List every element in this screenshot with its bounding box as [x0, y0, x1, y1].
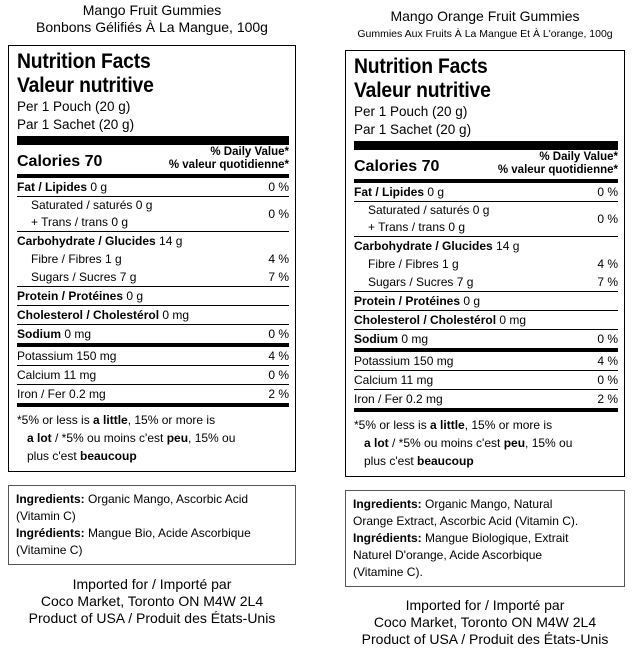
- sat-trans-row: [354, 202, 618, 237]
- fat-row: [17, 178, 289, 197]
- fat-label: Fat / Lipides: [354, 185, 425, 199]
- origin-line: Product of USA / Produit des États-Unis: [28, 610, 276, 626]
- carb-label: Carbohydrate / Glucides: [354, 239, 493, 253]
- serving-fr: Par 1 Sachet (20 g): [17, 117, 135, 132]
- label-right: [345, 0, 625, 648]
- ingredients-label-en: Ingredients:: [353, 497, 422, 511]
- importer-address: Coco Market, Toronto ON M4W 2L4: [40, 593, 264, 609]
- foot-text: *5% or less is: [354, 418, 431, 432]
- foot-text: , 15% ou: [188, 431, 236, 445]
- foot-bold: a lot: [364, 436, 389, 450]
- fibre-row: [354, 255, 618, 273]
- foot-text: / *5% ou moins c'est: [51, 431, 167, 445]
- importer-address: Coco Market, Toronto ON M4W 2L4: [373, 614, 597, 630]
- sodium-label: Sodium: [354, 332, 398, 346]
- potassium-row: [17, 347, 289, 366]
- nf-title-fr: Valeur nutritive: [17, 74, 154, 97]
- calories-row: [17, 136, 289, 172]
- fat-pct: 0 %: [268, 180, 289, 194]
- foot-text: plus c'est: [364, 454, 417, 468]
- ingredients-en: Organic Mango, Ascorbic Acid: [84, 492, 249, 506]
- sodium-label: Sodium: [17, 327, 61, 341]
- foot-text: , 15% or more is: [464, 418, 553, 432]
- calcium-row: [354, 371, 618, 390]
- daily-value-header: [498, 151, 618, 177]
- potassium-row: [354, 352, 618, 371]
- fat-amount: 0 g: [87, 180, 108, 194]
- ingredients-label-fr: Ingrédients:: [16, 526, 85, 540]
- ingredients-box: [8, 485, 296, 565]
- protein-label: Protein / Protéines: [17, 289, 124, 303]
- serving-en: Per 1 Pouch (20 g): [17, 99, 131, 114]
- foot-bold: peu: [166, 431, 189, 445]
- chol-amount: 0 mg: [159, 308, 190, 322]
- sodium-pct: 0 %: [597, 332, 618, 346]
- fibre-row: [17, 250, 289, 268]
- iron: Iron / Fer 0.2 mg: [17, 387, 106, 401]
- nutrition-facts-panel: [8, 45, 296, 472]
- foot-text: , 15% or more is: [127, 413, 216, 427]
- sugars-pct: 7 %: [268, 270, 289, 284]
- label-left: [8, 0, 296, 627]
- nf-title-en: Nutrition Facts: [17, 50, 151, 73]
- foot-bold: a little: [93, 413, 128, 427]
- sodium-pct: 0 %: [268, 327, 289, 341]
- ingredients-en: (Vitamin C): [16, 509, 76, 523]
- protein-label: Protein / Protéines: [354, 294, 461, 308]
- calcium-pct: 0 %: [597, 373, 618, 387]
- importer-line: Imported for / Importé par: [72, 576, 232, 592]
- foot-text: plus c'est: [27, 449, 80, 463]
- dv-fr: % valeur quotidienne*: [497, 164, 618, 176]
- cholesterol-row: [17, 306, 289, 325]
- sugars-row: [17, 268, 289, 287]
- foot-text: / *5% ou moins c'est: [388, 436, 504, 450]
- chol-label: Cholesterol / Cholestérol: [354, 313, 497, 327]
- sugars-row: [354, 273, 618, 292]
- importer-block: [345, 597, 625, 648]
- potassium: Potassium 150 mg: [354, 354, 454, 368]
- iron-pct: 2 %: [268, 387, 289, 401]
- cholesterol-row: [354, 311, 618, 330]
- sat-trans-pct: 0 %: [597, 212, 618, 226]
- serving-fr: Par 1 Sachet (20 g): [354, 122, 472, 137]
- nf-title-en: Nutrition Facts: [354, 55, 488, 78]
- calcium: Calcium 11 mg: [17, 368, 97, 382]
- iron-row: [354, 390, 618, 408]
- product-title: Mango Orange Fruit Gummies: [390, 8, 580, 24]
- calories: Calories 70: [17, 153, 103, 170]
- sugars: Sugars / Sucres 7 g: [31, 270, 137, 284]
- protein-amount: 0 g: [123, 289, 144, 303]
- ingredients-box: [345, 490, 625, 587]
- ingredients-en: Organic Mango, Natural: [421, 497, 553, 511]
- serving-en: Per 1 Pouch (20 g): [354, 104, 468, 119]
- sodium-row: [17, 325, 289, 343]
- fibre: Fibre / Fibres 1 g: [31, 252, 122, 266]
- ingredients-label-fr: Ingrédients:: [353, 531, 422, 545]
- foot-bold: a lot: [27, 431, 52, 445]
- sat-trans-row: [17, 197, 289, 232]
- foot-bold: a little: [430, 418, 465, 432]
- foot-text: *5% or less is: [17, 413, 94, 427]
- product-title: Mango Fruit Gummies: [82, 2, 222, 18]
- calories: Calories 70: [354, 158, 440, 175]
- nutrition-facts-panel: [345, 50, 625, 477]
- sugars: Sugars / Sucres 7 g: [368, 275, 474, 289]
- dv-en: % Daily Value*: [539, 151, 618, 163]
- daily-value-header: [169, 146, 289, 172]
- fat-pct: 0 %: [597, 185, 618, 199]
- product-subtitle: Bonbons Gélifiés À La Mangue, 100g: [36, 19, 268, 35]
- carb-amount: 14 g: [492, 239, 520, 253]
- importer-block: [8, 576, 296, 627]
- nf-title-fr: Valeur nutritive: [354, 79, 491, 102]
- origin-line: Product of USA / Produit des États-Unis: [361, 631, 609, 647]
- ingredients-label-en: Ingredients:: [16, 492, 85, 506]
- sodium-row: [354, 330, 618, 348]
- ingredients-fr: (Vitamine C).: [353, 565, 423, 579]
- fibre-pct: 4 %: [597, 257, 618, 271]
- fibre-pct: 4 %: [268, 252, 289, 266]
- trans: + Trans / trans 0 g: [368, 220, 466, 234]
- fat-label: Fat / Lipides: [17, 180, 88, 194]
- ingredients-fr: Naturel D'orange, Acide Ascorbique: [353, 548, 543, 562]
- iron-row: [17, 385, 289, 403]
- ingredients-fr: (Vitamine C): [16, 543, 83, 557]
- ingredients-fr: Mangue Biologique, Extrait: [421, 531, 569, 545]
- sugars-pct: 7 %: [597, 275, 618, 289]
- sat-trans-pct: 0 %: [268, 207, 289, 221]
- footnote: [354, 412, 618, 470]
- carb-amount: 14 g: [155, 234, 183, 248]
- carb-row: [17, 232, 289, 250]
- fat-amount: 0 g: [424, 185, 445, 199]
- saturated: Saturated / saturés 0 g: [368, 203, 490, 217]
- dv-fr: % valeur quotidienne*: [168, 159, 289, 171]
- potassium-pct: 4 %: [597, 354, 618, 368]
- protein-amount: 0 g: [460, 294, 481, 308]
- iron: Iron / Fer 0.2 mg: [354, 392, 443, 406]
- importer-line: Imported for / Importé par: [405, 597, 565, 613]
- footnote: [17, 407, 289, 465]
- potassium-pct: 4 %: [268, 349, 289, 363]
- sodium-amount: 0 mg: [61, 327, 92, 341]
- ingredients-en: Orange Extract, Ascorbic Acid (Vitamin C).: [353, 514, 579, 528]
- carb-label: Carbohydrate / Glucides: [17, 234, 156, 248]
- trans: + Trans / trans 0 g: [31, 215, 129, 229]
- protein-row: [354, 292, 618, 311]
- foot-bold: beaucoup: [79, 449, 137, 463]
- foot-text: , 15% ou: [525, 436, 573, 450]
- calcium: Calcium 11 mg: [354, 373, 434, 387]
- carb-row: [354, 237, 618, 255]
- protein-row: [17, 287, 289, 306]
- iron-pct: 2 %: [597, 392, 618, 406]
- chol-amount: 0 mg: [496, 313, 527, 327]
- calcium-row: [17, 366, 289, 385]
- dv-en: % Daily Value*: [210, 146, 289, 158]
- ingredients-fr: Mangue Bio, Acide Ascorbique: [84, 526, 251, 540]
- sodium-amount: 0 mg: [398, 332, 429, 346]
- saturated: Saturated / saturés 0 g: [31, 198, 153, 212]
- product-subtitle: Gummies Aux Fruits À La Mangue Et À L'orange, 100g: [357, 28, 613, 40]
- foot-bold: beaucoup: [416, 454, 474, 468]
- fibre: Fibre / Fibres 1 g: [368, 257, 459, 271]
- fat-row: [354, 183, 618, 202]
- calcium-pct: 0 %: [268, 368, 289, 382]
- chol-label: Cholesterol / Cholestérol: [17, 308, 160, 322]
- foot-bold: peu: [503, 436, 526, 450]
- potassium: Potassium 150 mg: [17, 349, 117, 363]
- calories-row: [354, 141, 618, 177]
